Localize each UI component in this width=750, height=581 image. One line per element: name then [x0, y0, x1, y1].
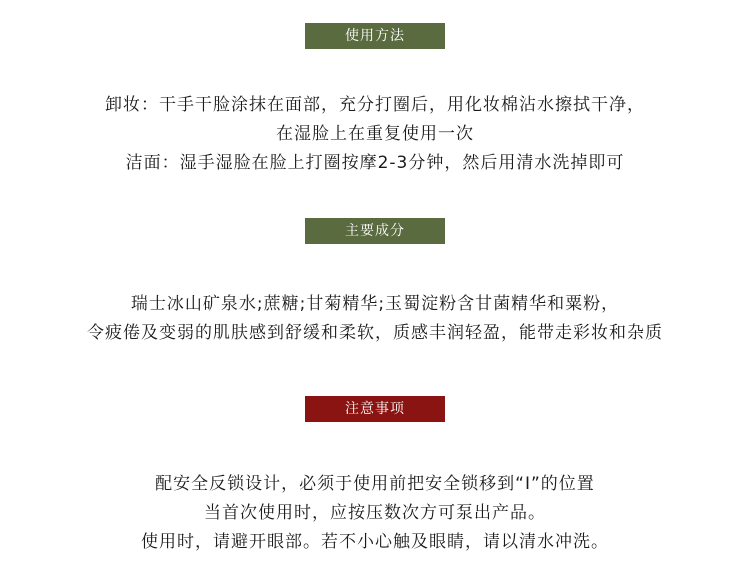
usage-line-2: 在湿脸上在重复使用一次: [276, 124, 474, 144]
section-title-ingredients: 主要成分: [305, 218, 445, 244]
usage-line-3: 洁面：湿手湿脸在脸上打圈按摩2-3分钟，然后用清水洗掉即可: [125, 153, 625, 173]
precautions-line-1: 配安全反锁设计，必须于使用前把安全锁移到“I”的位置: [155, 474, 595, 494]
usage-line-1: 卸妆：干手干脸涂抹在面部，充分打圈后，用化妆棉沾水擦拭干净，: [105, 95, 645, 115]
precautions-text: [0, 470, 750, 557]
precautions-line-2: 当首次使用时，应按压数次方可泵出产品。: [204, 503, 546, 523]
ingredients-line-2: 令疲倦及变弱的肌肤感到舒缓和柔软，质感丰润轻盈，能带走彩妆和杂质: [87, 323, 663, 343]
ingredients-text: [0, 290, 750, 348]
precautions-line-3: 使用时，请避开眼部。若不小心触及眼睛，请以清水冲洗。: [141, 532, 609, 552]
section-title-precautions: 注意事项: [305, 396, 445, 422]
ingredients-line-1: 瑞士冰山矿泉水;蔗糖;甘菊精华;玉蜀淀粉含甘菌精华和粟粉，: [130, 294, 620, 314]
usage-instructions: [0, 91, 750, 178]
section-title-usage: 使用方法: [305, 23, 445, 49]
